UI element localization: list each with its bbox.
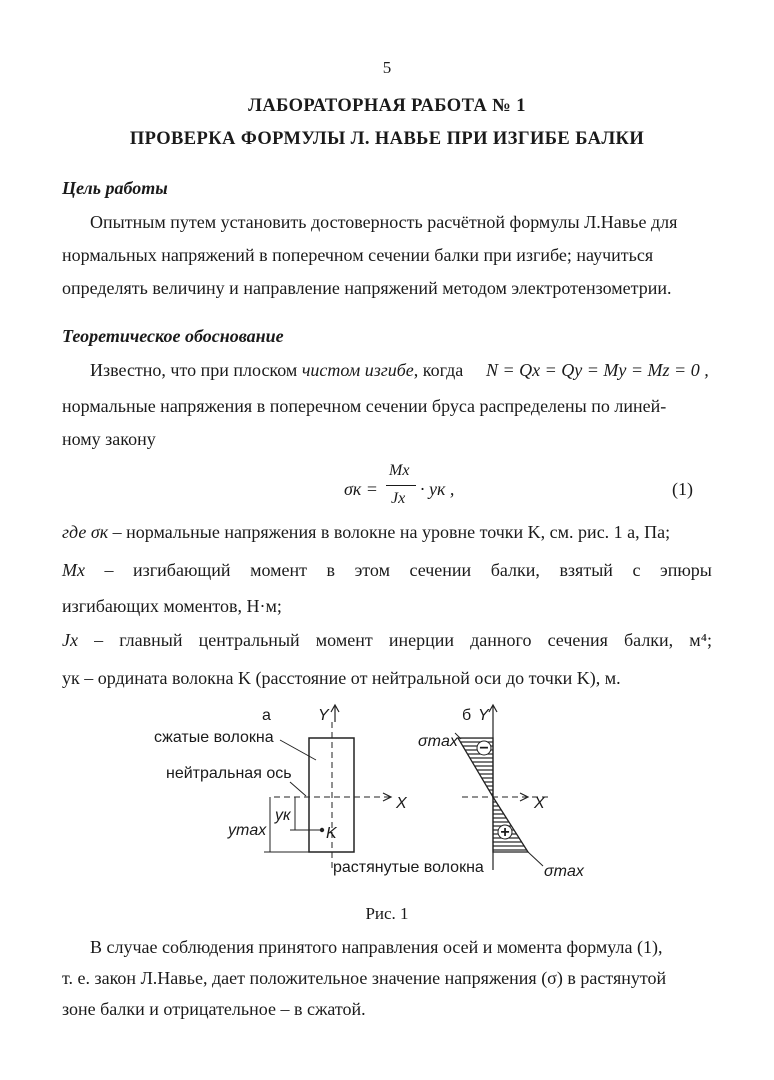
- formula-numerator: Mx: [389, 462, 410, 479]
- yk-label: yк: [275, 807, 291, 824]
- theory-line-2: нормальные напряжения в поперечном сечении бруса распределены по линей-: [62, 396, 667, 416]
- title-line-1: ЛАБОРАТОРНАЯ РАБОТА № 1: [248, 96, 526, 116]
- def2-word: взятый: [559, 560, 613, 580]
- theory-line-3: ному закону: [62, 429, 156, 449]
- intro-after: , когда: [413, 360, 464, 380]
- def3-word: данного: [470, 630, 532, 650]
- intro-italic: чистом изгибе: [301, 360, 414, 380]
- formula-number: (1): [672, 479, 693, 499]
- leader-compressed: [280, 740, 316, 760]
- definition-ordinate: yк – ордината волокна K (расстояние от нейтральной оси до точки K), м.: [62, 668, 621, 688]
- leader-sigma-bottom: [528, 852, 543, 866]
- definition-moment-cont: изгибающих моментов, Н·м;: [62, 596, 282, 616]
- leader-neutral: [290, 782, 306, 796]
- def2-word: сечении: [409, 560, 472, 580]
- sigma-max-bottom: σmax: [544, 863, 584, 880]
- point-k-label: K: [326, 825, 337, 842]
- closing-line-3: зоне балки и отрицательное – в сжатой.: [62, 999, 366, 1019]
- def3-word: сечения: [547, 630, 608, 650]
- label-compressed-fibers: сжатые волокна: [154, 729, 274, 746]
- def3-word: момент: [315, 630, 373, 650]
- def2-word: с: [632, 560, 641, 580]
- def3-word: центральный: [198, 630, 300, 650]
- title-line-2: ПРОВЕРКА ФОРМУЛЫ Л. НАВЬЕ ПРИ ИЗГИБЕ БАЛКИ: [129, 129, 645, 149]
- formula-denominator: Jx: [391, 490, 406, 507]
- def2-word: изгибающий: [133, 560, 231, 580]
- def3-symbol: Jx: [62, 630, 78, 650]
- axis-x-label-b: X: [534, 795, 545, 812]
- axis-y-label-a: Y: [318, 707, 329, 724]
- label-tensile-fibers: растянутые волокна: [333, 859, 484, 876]
- closing-line-2: т. е. закон Л.Навье, дает положительное значение напряжения (σ) в растянутой: [62, 968, 667, 988]
- def3-word: м⁴;: [689, 630, 712, 650]
- tensile-zone: [493, 797, 528, 852]
- axis-x-label-a: X: [396, 795, 407, 812]
- label-b: б: [462, 707, 472, 724]
- formula-lhs: σк =: [344, 479, 378, 499]
- def3-word: главный: [119, 630, 183, 650]
- def3-word: инерции: [388, 630, 454, 650]
- def2-word: этом: [354, 560, 390, 580]
- def3-word: –: [94, 630, 104, 650]
- label-a: а: [262, 707, 271, 724]
- def2-word: балки,: [490, 560, 540, 580]
- def2-word: момент: [250, 560, 307, 580]
- ymax-label: ymax: [228, 822, 267, 839]
- minus-sign: −: [479, 740, 489, 757]
- goal-heading: Цель работы: [62, 178, 168, 198]
- theory-heading: Теоретическое обоснование: [62, 326, 284, 346]
- def2-symbol: Mx: [62, 560, 85, 580]
- formula-rhs: · yк ,: [420, 479, 455, 499]
- def2-word: эпюры: [659, 560, 712, 580]
- def2-word: в: [326, 560, 336, 580]
- def2-word: –: [104, 560, 114, 580]
- page-number: 5: [382, 58, 392, 77]
- goal-line-3: определять величину и направление напряжений методом электротензометрии.: [62, 278, 672, 298]
- def1-prefix: где σк: [62, 522, 109, 542]
- def3-word: балки,: [624, 630, 674, 650]
- axis-y-label-b: Y: [478, 707, 489, 724]
- sigma-max-top: σmax: [418, 733, 458, 750]
- goal-line-1: Опытным путем установить достоверность расчётной формулы Л.Навье для: [90, 212, 678, 232]
- figure-caption: Рис. 1: [365, 904, 409, 923]
- intro-before: Известно, что при плоском: [90, 360, 302, 380]
- def1-text: – нормальные напряжения в волокне на уровне точки K, см. рис. 1 а, Па;: [112, 522, 671, 542]
- point-k-dot: [320, 828, 324, 832]
- goal-line-2: нормальных напряжений в поперечном сечении балки при изгибе; научиться: [62, 245, 654, 265]
- plus-sign: +: [500, 824, 510, 841]
- label-neutral-axis: нейтральная ось: [166, 765, 292, 782]
- closing-line-1: В случае соблюдения принятого направления осей и момента формула (1),: [90, 937, 663, 957]
- condition-formula: N = Qx = Qy = My = Mz = 0 ,: [486, 360, 709, 380]
